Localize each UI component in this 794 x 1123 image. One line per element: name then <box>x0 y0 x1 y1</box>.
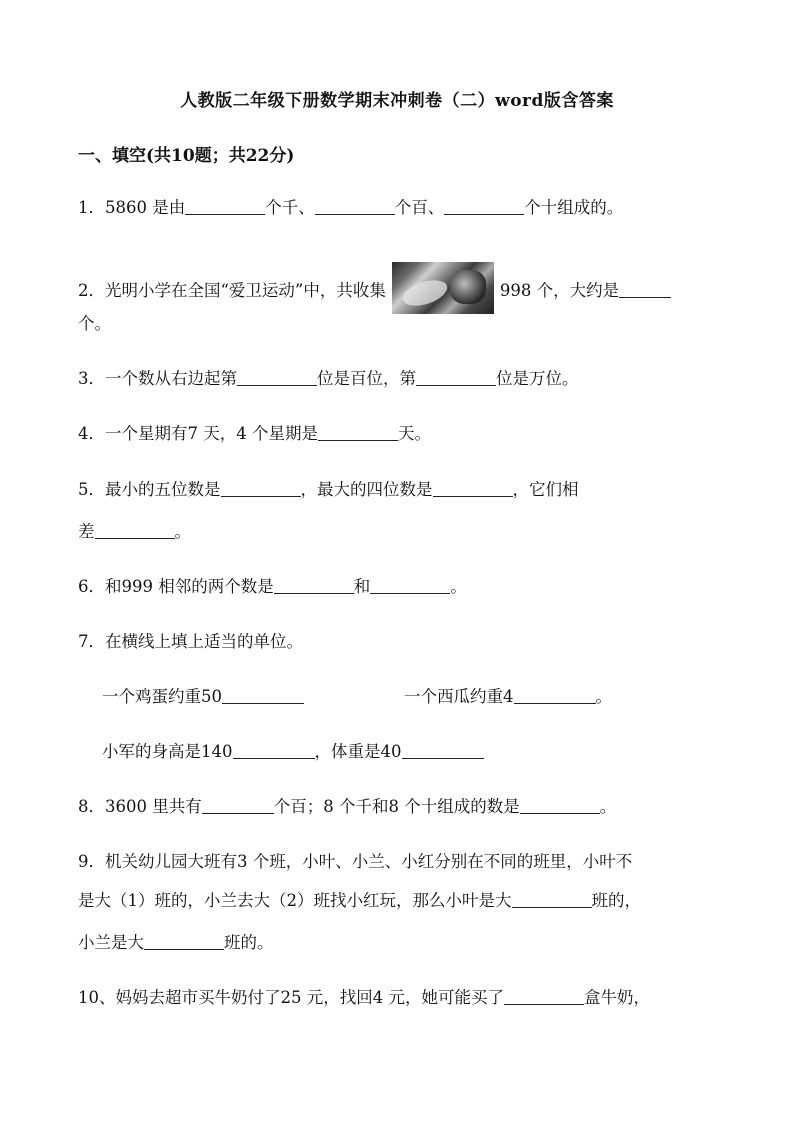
question-8 <box>78 796 616 818</box>
q4-text-a: 4．一个星期有7 天，4 个星期是 <box>78 424 318 443</box>
question-4 <box>78 423 431 445</box>
question-3 <box>78 368 579 390</box>
q5-text-b: ，最大的四位数是 <box>300 480 433 499</box>
answer-blank[interactable] <box>221 479 301 497</box>
question-9-cont <box>78 890 641 912</box>
question-7 <box>78 631 303 653</box>
answer-blank[interactable] <box>444 197 524 215</box>
question-10 <box>78 987 650 1009</box>
answer-blank[interactable] <box>202 796 274 814</box>
answer-blank[interactable] <box>318 423 398 441</box>
question-5-cont <box>78 521 191 543</box>
answer-blank[interactable] <box>433 479 513 497</box>
answer-blank[interactable] <box>222 686 304 704</box>
q6-text-a: 6．和999 相邻的两个数是 <box>78 577 274 596</box>
question-9-cont2 <box>78 932 274 954</box>
q7-text-b: 一个鸡蛋约重50 <box>102 687 222 706</box>
q5-text-d: 差 <box>78 522 95 541</box>
answer-blank[interactable] <box>370 576 450 594</box>
page-title: 人教版二年级下册数学期末冲刺卷（二）word版含答案 <box>180 91 614 111</box>
q5-text-a: 5．最小的五位数是 <box>78 480 221 499</box>
q8-text-c: 。 <box>599 797 617 816</box>
q8-text-b: 个百；8 个千和8 个十组成的数是 <box>273 797 520 816</box>
answer-blank[interactable] <box>315 197 395 215</box>
answer-blank[interactable] <box>233 741 315 759</box>
question-2-cont <box>78 313 111 335</box>
section-heading: 一、填空(共10题；共22分) <box>78 146 295 166</box>
q3-text-b: 位是百位，第 <box>317 369 416 388</box>
q1-text-c: 个百、 <box>394 198 445 217</box>
question-5 <box>78 479 579 501</box>
answer-blank[interactable] <box>416 368 496 386</box>
q6-text-c: 。 <box>450 577 467 596</box>
answer-blank[interactable] <box>402 741 484 759</box>
question-7-item-height <box>102 741 484 763</box>
q1-text-b: 个千、 <box>265 198 315 217</box>
q7-text-d: 。 <box>595 687 612 706</box>
q3-text-a: 3．一个数从右边起第 <box>78 369 237 388</box>
answer-blank[interactable] <box>512 890 592 908</box>
question-2 <box>78 262 671 314</box>
question-9 <box>78 851 632 873</box>
answer-blank[interactable] <box>185 197 265 215</box>
answer-blank[interactable] <box>520 796 600 814</box>
q2-text-a: 2．光明小学在全国“爱卫运动”中，共收集 <box>78 281 386 300</box>
q3-text-c: 位是万位。 <box>496 369 579 388</box>
answer-blank[interactable] <box>95 521 175 539</box>
q2-text-b: 998 个，大约是 <box>499 281 620 300</box>
q5-text-c: ，它们相 <box>512 480 579 499</box>
q7-text-f: ，体重是40 <box>314 742 402 761</box>
q1-text-d: 个十组成的。 <box>524 198 624 217</box>
q4-text-b: 天。 <box>397 424 431 443</box>
answer-blank[interactable] <box>619 280 671 298</box>
q9-text-b: 是大（1）班的，小兰去大（2）班找小红玩，那么小叶是大 <box>78 891 512 910</box>
q6-text-b: 和 <box>353 577 371 596</box>
answer-blank[interactable] <box>514 686 596 704</box>
q9-text-e: 班的。 <box>224 933 274 952</box>
question-1 <box>78 197 623 219</box>
q10-text-b: 盒牛奶， <box>583 988 650 1007</box>
q9-text-a: 9．机关幼儿园大班有3 个班，小叶、小兰、小红分别在不同的班里，小叶不 <box>78 852 633 871</box>
q7-text-a: 7．在横线上填上适当的单位。 <box>78 632 303 651</box>
q5-text-e: 。 <box>174 522 191 541</box>
question-7-item-egg <box>102 686 304 708</box>
collected-items-photo <box>392 262 494 314</box>
q7-text-e: 小军的身高是140 <box>102 742 233 761</box>
answer-blank[interactable] <box>274 576 354 594</box>
q8-text-a: 8．3600 里共有 <box>78 797 202 816</box>
answer-blank[interactable] <box>237 368 317 386</box>
answer-blank[interactable] <box>144 932 224 950</box>
question-7-item-watermelon <box>404 686 612 708</box>
q9-text-c: 班的， <box>591 891 641 910</box>
q10-text-a: 10、妈妈去超市买牛奶付了25 元，找回4 元，她可能买了 <box>78 988 504 1007</box>
q1-text-a: 1．5860 是由 <box>78 198 186 217</box>
answer-blank[interactable] <box>504 987 584 1005</box>
question-6 <box>78 576 467 598</box>
q2-text-c: 个。 <box>78 314 111 333</box>
q7-text-c: 一个西瓜约重4 <box>404 687 514 706</box>
q9-text-d: 小兰是大 <box>78 933 144 952</box>
